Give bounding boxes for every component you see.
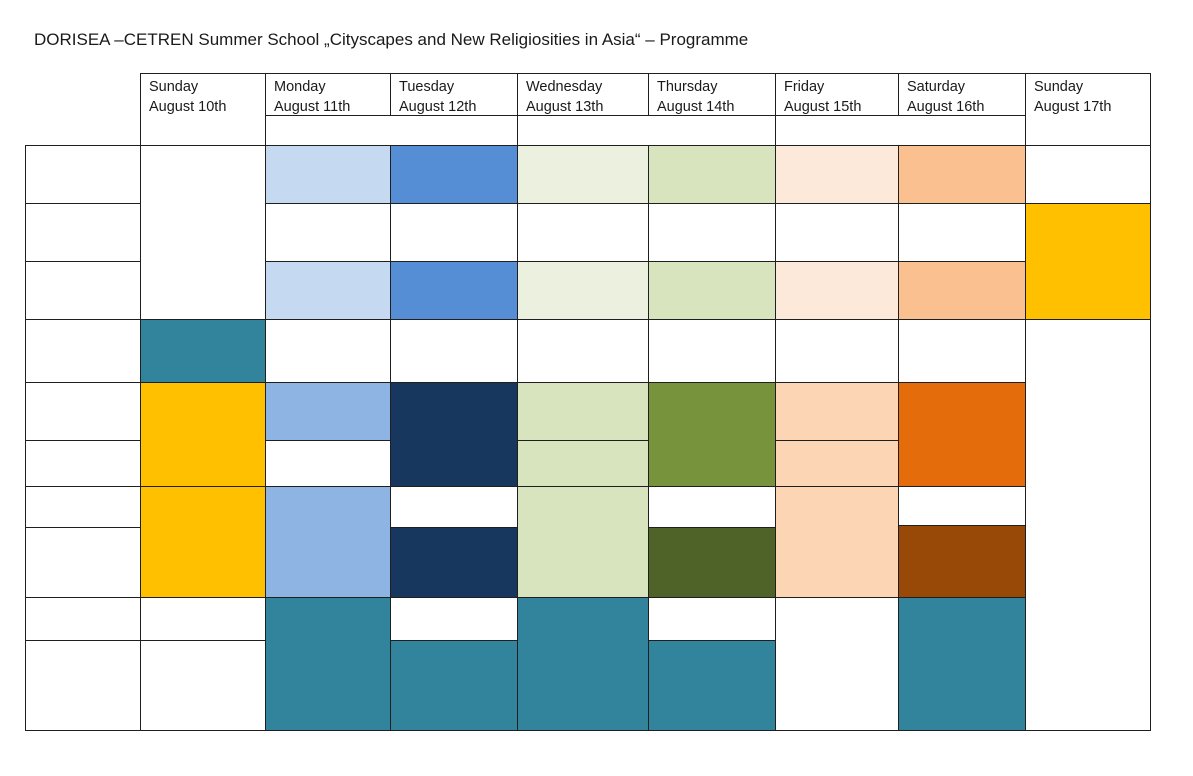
schedule-cell-coffee-break (265, 203, 391, 262)
topic-header (775, 115, 1026, 146)
time-slot (25, 440, 141, 487)
schedule-cell-working (648, 145, 776, 204)
schedule-cell-discussion (517, 382, 649, 441)
schedule-cell-coffee-break (648, 486, 776, 528)
time-slot (25, 145, 141, 204)
schedule-cell-presentations (390, 382, 518, 487)
day-header: Thursday August 14th (648, 73, 776, 116)
schedule-cell-coffee-break (775, 203, 899, 262)
schedule-cell-wrap-up (1025, 203, 1151, 320)
schedule-cell-lecture-5 (775, 145, 899, 204)
time-slot (25, 382, 141, 441)
schedule-cell-lecture-6 (775, 261, 899, 320)
schedule-cell-free-evening (140, 640, 266, 731)
schedule-cell-lecture-2 (265, 261, 391, 320)
schedule-cell-coffee-break (390, 486, 518, 528)
schedule-cell-coffee-break (517, 440, 649, 487)
schedule-cell-discussion (517, 486, 649, 598)
schedule-cell-welcome (140, 486, 266, 598)
schedule-cell-warm-up (140, 319, 266, 383)
time-slot (25, 319, 141, 383)
schedule-cell-coffee-break (265, 440, 391, 487)
schedule-cell-empty (140, 597, 266, 641)
schedule-cell-working (898, 145, 1026, 204)
time-slot (25, 261, 141, 320)
schedule-cell-lunch (648, 319, 776, 383)
schedule-cell-departure (1025, 319, 1151, 731)
schedule-cell-working (390, 145, 518, 204)
schedule-cell-discussion (265, 486, 391, 598)
schedule-cell-dinner (648, 597, 776, 641)
schedule-cell-dinner (390, 597, 518, 641)
schedule-cell-empty (1025, 145, 1151, 204)
topic-header (265, 115, 518, 146)
time-slot (25, 203, 141, 262)
schedule-cell-empty (140, 145, 266, 320)
schedule-cell-presentations (648, 382, 776, 487)
header-corner (25, 73, 141, 146)
schedule-cell-coffee-break (648, 203, 776, 262)
schedule-cell-coffee-break (898, 203, 1026, 262)
schedule-cell-final-discussion (648, 527, 776, 598)
schedule-cell-lunch (898, 319, 1026, 383)
schedule-cell-urban-walk (517, 597, 649, 731)
schedule-cell-working (898, 261, 1026, 320)
time-slot (25, 597, 141, 731)
schedule-cell-final-discussion (390, 527, 518, 598)
schedule-cell-discussion (265, 382, 391, 441)
schedule-cell-discussion (775, 486, 899, 598)
schedule-cell-lunch (517, 319, 649, 383)
schedule-cell-lunch (265, 319, 391, 383)
schedule-cell-film-screening (648, 640, 776, 731)
schedule-cell-coffee-break (898, 486, 1026, 526)
schedule-cell-lunch (775, 319, 899, 383)
schedule-cell-working (390, 261, 518, 320)
schedule-cell-the-g-ttingen (390, 640, 518, 731)
day-header: Monday August 11th (265, 73, 391, 116)
day-header: Sunday August 10th (140, 73, 266, 146)
schedule-cell-coffee-break (390, 203, 518, 262)
schedule-cell-free-evening (775, 597, 899, 731)
schedule-cell-coffee-break (517, 203, 649, 262)
day-header: Friday August 15th (775, 73, 899, 116)
schedule-cell-presentations (898, 382, 1026, 487)
schedule-cell-18-30-pm (265, 597, 391, 731)
schedule-cell-lecture-1 (265, 145, 391, 204)
day-header: Wednesday August 13th (517, 73, 649, 116)
schedule-cell-registration (140, 382, 266, 487)
day-header: Sunday August 17th (1025, 73, 1151, 146)
schedule-cell-working (648, 261, 776, 320)
schedule-cell-discussion (775, 382, 899, 441)
schedule-cell-coffee-break (775, 440, 899, 487)
schedule-cell-lunch (390, 319, 518, 383)
schedule-cell-lecture-4 (517, 261, 649, 320)
schedule-cell-barbecue (898, 597, 1026, 731)
schedule-cell-lecture-3 (517, 145, 649, 204)
day-header: Tuesday August 12th (390, 73, 518, 116)
day-header: Saturday August 16th (898, 73, 1026, 116)
schedule-cell-final-discussion (898, 525, 1026, 598)
page-title: DORISEA –CETREN Summer School „Cityscapes and New Religiosities in Asia“ – Programme (34, 30, 749, 49)
topic-header (517, 115, 776, 146)
